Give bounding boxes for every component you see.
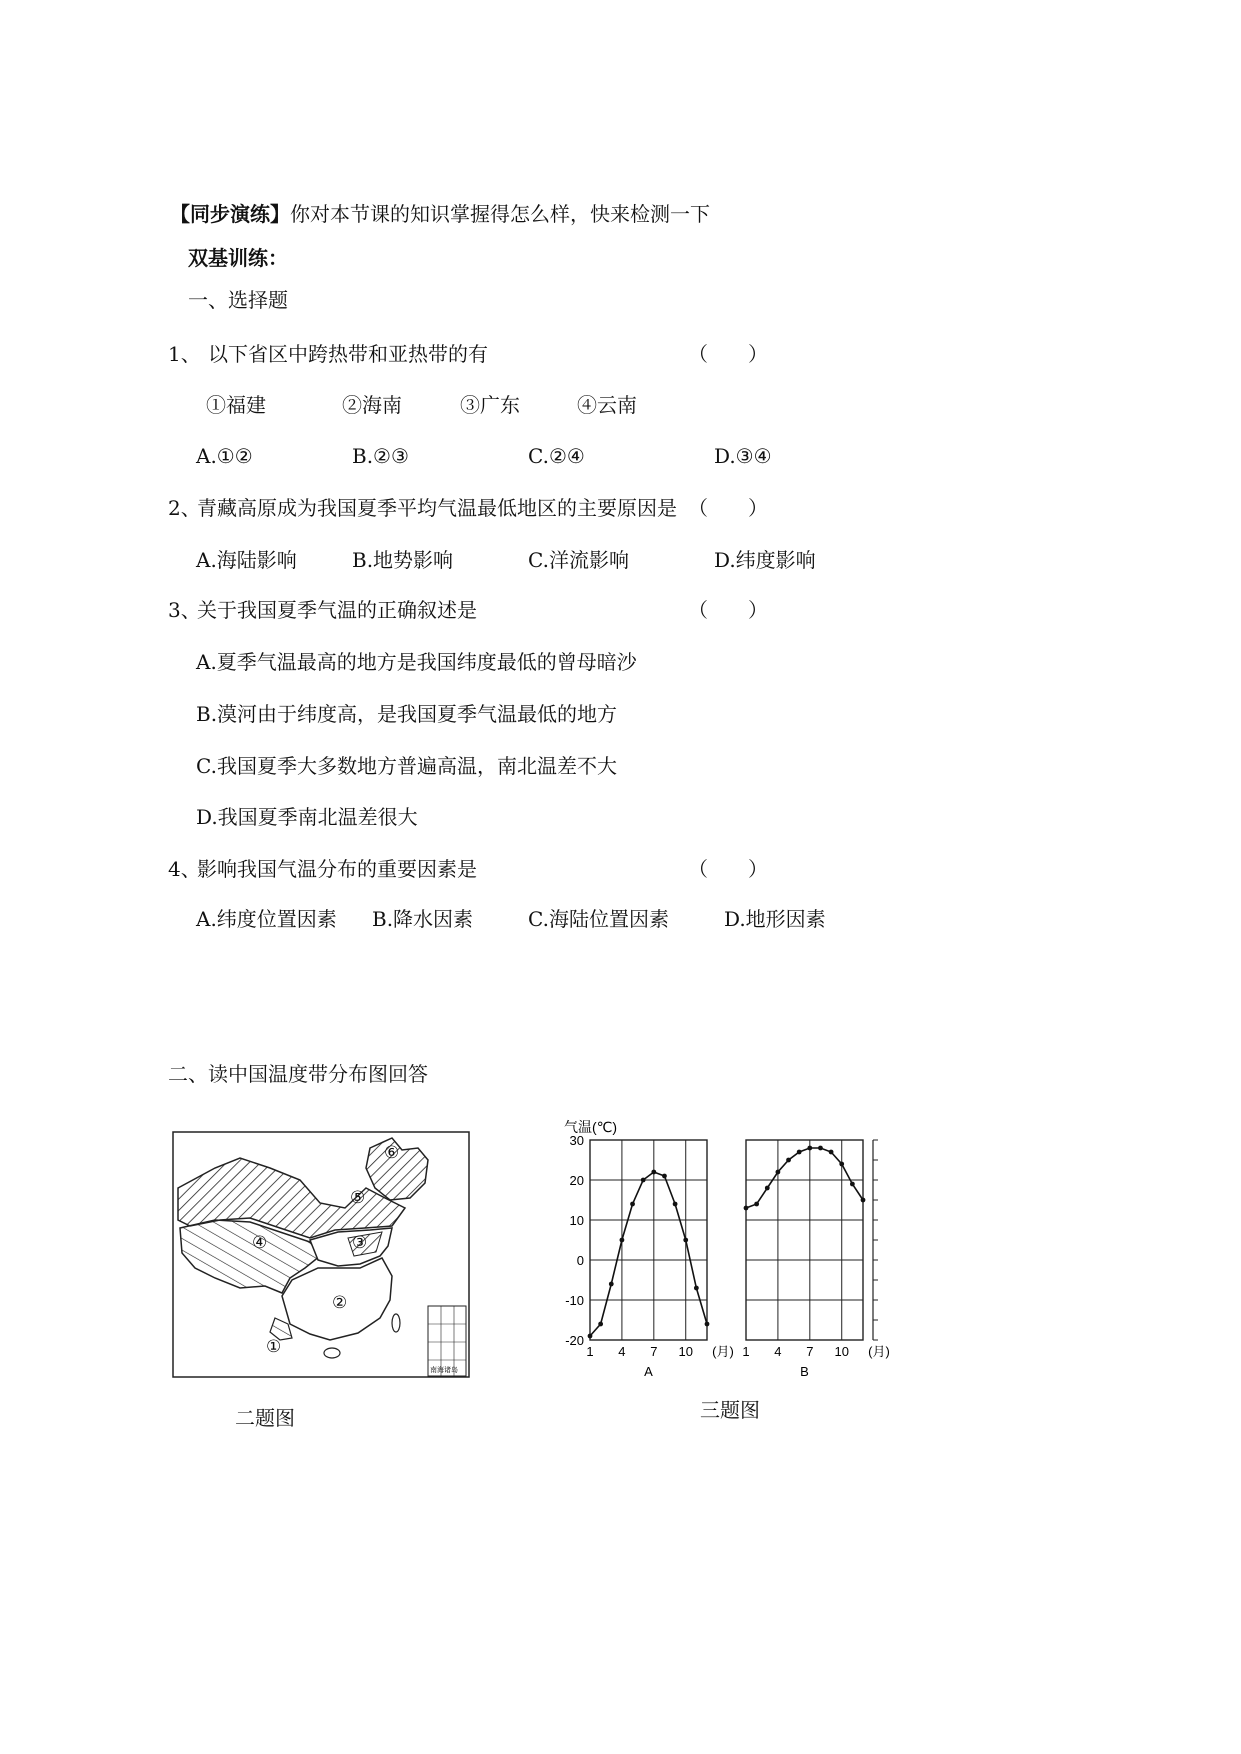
chart-a-ytick: 20: [569, 1173, 584, 1188]
question-3-bracket: （ ）: [688, 598, 768, 622]
chart-b-temperature-line: [746, 1148, 863, 1208]
map-label-2: ②: [332, 1293, 348, 1312]
chart-b-point: [861, 1198, 866, 1203]
chart-a-point: [630, 1202, 635, 1207]
chart-a-temperature-line: [590, 1172, 707, 1336]
chart-caption: 三题图: [700, 1398, 760, 1422]
chart-a-point: [651, 1170, 656, 1175]
chart-a-xlabel: (月): [712, 1344, 734, 1359]
map-label-5: ⑤: [350, 1188, 366, 1207]
q2-option-b: B.地势影响: [352, 548, 454, 572]
question-2-text: 青藏高原成为我国夏季平均气温最低地区的主要原因是: [197, 496, 677, 520]
chart-b-point: [744, 1206, 749, 1211]
question-1-text: 以下省区中跨热带和亚热带的有: [208, 342, 488, 366]
chart-a-title: A: [644, 1364, 653, 1379]
q1-item: ③广东: [460, 393, 520, 417]
chart-a-point: [673, 1202, 678, 1207]
map-label-3: ③: [352, 1233, 368, 1252]
q1-option-b: B.②③: [352, 444, 409, 468]
chart-b-point: [754, 1202, 759, 1207]
chart-b-point: [797, 1150, 802, 1155]
chart-b-point: [786, 1158, 791, 1163]
part2-title: 二、读中国温度带分布图回答: [168, 1062, 428, 1086]
map-caption: 二题图: [235, 1406, 295, 1430]
chart-b-point: [839, 1162, 844, 1167]
chart-a-xtick: 7: [650, 1344, 658, 1359]
chart-a-ytick: 30: [569, 1133, 584, 1148]
question-3-text: 关于我国夏季气温的正确叙述是: [197, 598, 477, 622]
inset-label: 南海诸岛: [430, 1367, 458, 1374]
question-2-bracket: （ ）: [688, 496, 768, 520]
chart-b-point: [829, 1150, 834, 1155]
chart-b-point: [765, 1186, 770, 1191]
q1-option-d: D.③④: [714, 444, 772, 468]
section-label: 双基训练：: [188, 246, 288, 270]
chart-a-xtick: 4: [618, 1344, 626, 1359]
chart-b-xtick: 7: [806, 1344, 814, 1359]
chart-b-title: B: [800, 1364, 809, 1379]
q3-option-b: B.漠河由于纬度高，是我国夏季气温最低的地方: [196, 702, 618, 726]
climate-charts: [550, 1112, 895, 1382]
chart-a-ylabel: 气温(℃): [564, 1119, 618, 1135]
q2-option-d: D.纬度影响: [714, 548, 816, 572]
chart-b-point: [818, 1146, 823, 1151]
chart-a-point: [705, 1322, 710, 1327]
question-4-text: 影响我国气温分布的重要因素是: [197, 857, 477, 881]
chart-b-point: [776, 1170, 781, 1175]
chart-a-point: [662, 1174, 667, 1179]
q4-option-a: A.纬度位置因素: [196, 907, 337, 931]
chart-a-point: [620, 1238, 625, 1243]
q3-option-c: C.我国夏季大多数地方普遍高温，南北温差不大: [196, 754, 617, 778]
q1-item: ①福建: [206, 393, 266, 417]
q4-option-d: D.地形因素: [724, 907, 826, 931]
south-sea-inset: [428, 1306, 466, 1376]
question-1-bracket: （ ）: [688, 342, 768, 366]
chart-b-xtick: 4: [774, 1344, 782, 1359]
section-header: [170, 202, 710, 226]
chart-a-frame: [590, 1140, 707, 1340]
q4-option-b: B.降水因素: [372, 907, 474, 931]
map-label-6: ⑥: [384, 1143, 400, 1162]
taiwan-island: [392, 1314, 400, 1332]
china-temperature-zone-map: [170, 1128, 475, 1386]
chart-a-point: [588, 1334, 593, 1339]
chart-b-xlabel: (月): [868, 1344, 890, 1359]
question-2-number: 2、: [168, 496, 201, 520]
chart-b-xtick: 1: [742, 1344, 750, 1359]
chart-b-point: [850, 1182, 855, 1187]
chart-a-point: [694, 1286, 699, 1291]
header-title: 【同步演练】: [170, 202, 290, 226]
q3-option-a: A.夏季气温最高的地方是我国纬度最低的曾母暗沙: [196, 650, 637, 674]
part1-title: 一、选择题: [188, 288, 288, 312]
chart-a-point: [609, 1282, 614, 1287]
map-label-1: ①: [266, 1337, 282, 1356]
question-4-number: 4、: [168, 857, 201, 881]
chart-a-ytick: 0: [576, 1253, 584, 1268]
header-subtitle: 你对本节课的知识掌握得怎么样，快来检测一下: [290, 202, 710, 226]
map-label-4: ④: [252, 1233, 268, 1252]
chart-a-point: [598, 1322, 603, 1327]
q1-item: ②海南: [342, 393, 402, 417]
q1-option-c: C.②④: [528, 444, 585, 468]
question-4-bracket: （ ）: [688, 857, 768, 881]
chart-b-xtick: 10: [834, 1344, 849, 1359]
q3-option-d: D.我国夏季南北温差很大: [196, 805, 418, 829]
question-3-number: 3、: [168, 598, 201, 622]
q1-item: ④云南: [577, 393, 637, 417]
chart-a-point: [641, 1178, 646, 1183]
q2-option-a: A.海陆影响: [196, 548, 297, 572]
chart-a-ytick: -10: [565, 1293, 584, 1308]
chart-b-point: [807, 1146, 812, 1151]
chart-a-xtick: 1: [586, 1344, 594, 1359]
chart-a-ytick: -20: [565, 1333, 584, 1348]
chart-a-point: [683, 1238, 688, 1243]
q2-option-c: C.洋流影响: [528, 548, 629, 572]
chart-a-xtick: 10: [678, 1344, 693, 1359]
chart-a-ytick: 10: [569, 1213, 584, 1228]
hainan-island: [324, 1348, 340, 1358]
q1-option-a: A.①②: [196, 444, 253, 468]
question-1-number: 1、: [168, 342, 201, 366]
q4-option-c: C.海陆位置因素: [528, 907, 669, 931]
